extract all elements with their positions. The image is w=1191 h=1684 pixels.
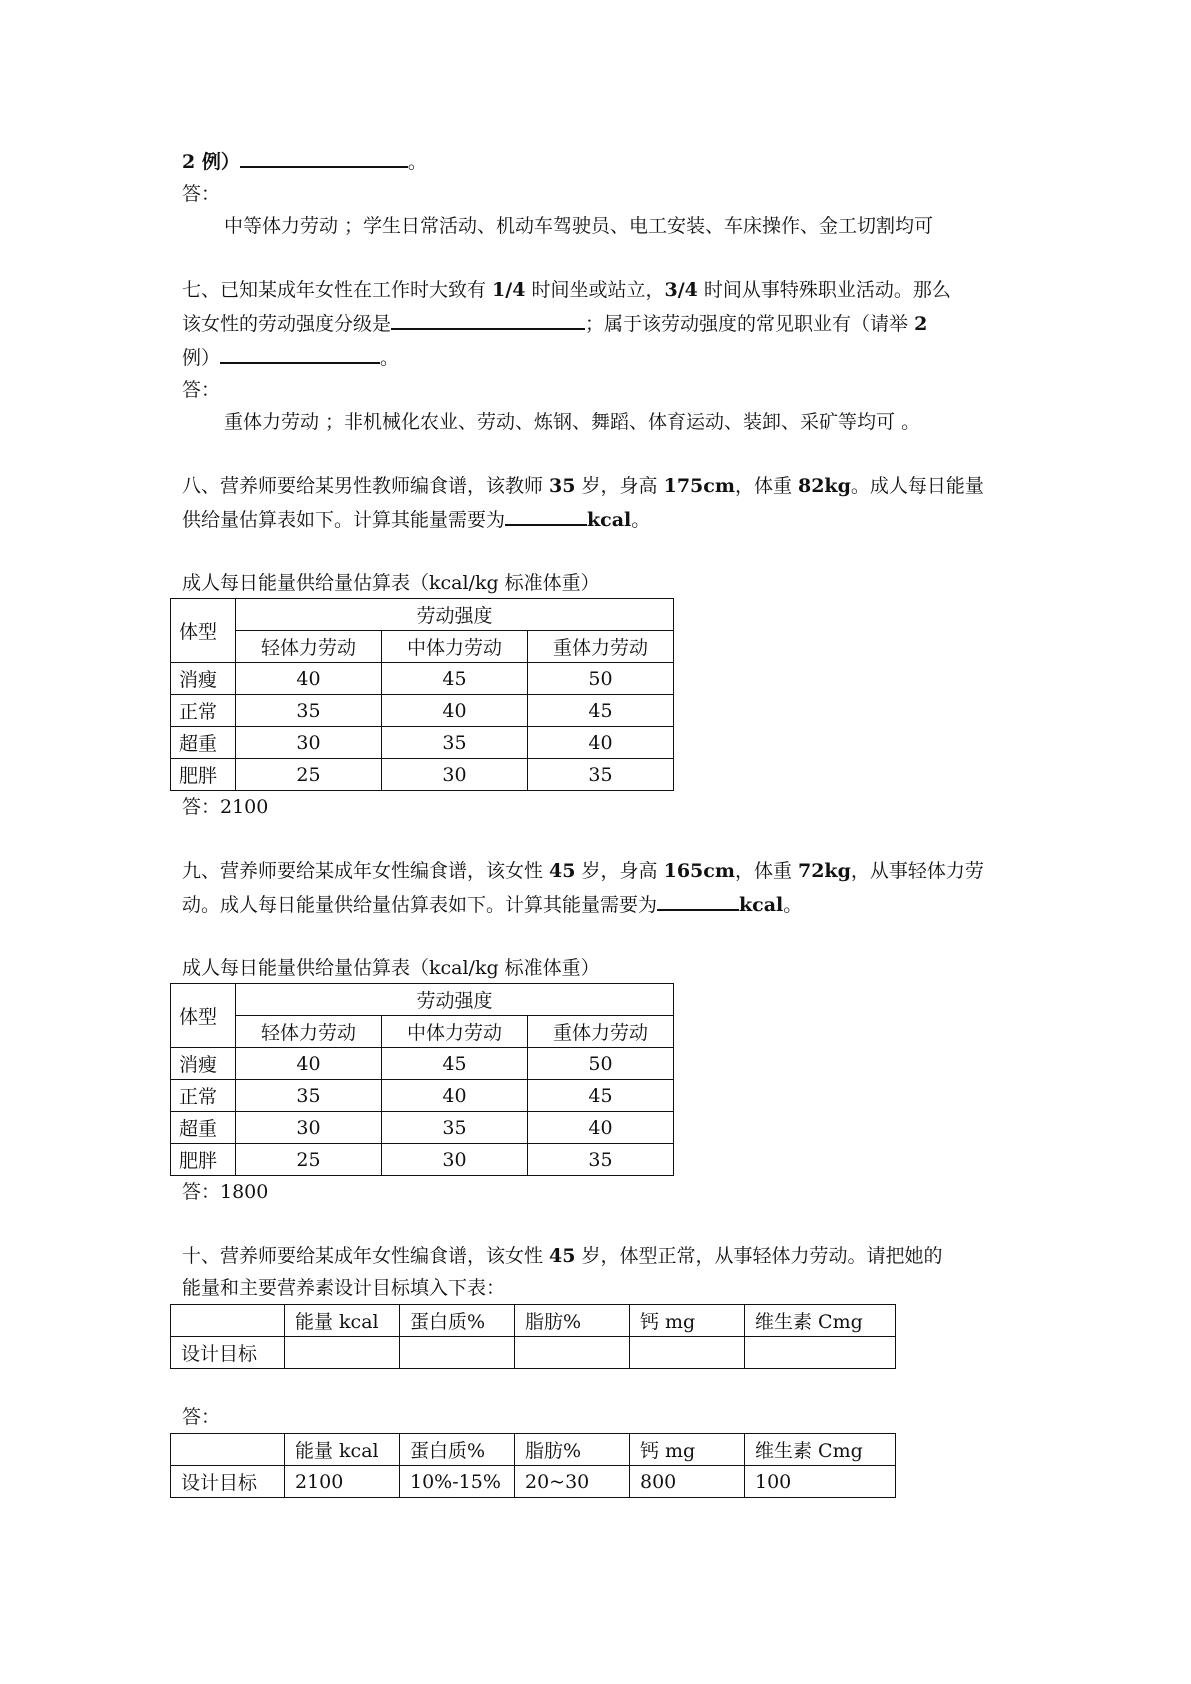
table-row: 消瘦 40 45 50	[171, 663, 674, 695]
q7-line-2: 该女性的劳动强度分级是 ；属于该劳动强度的常见职业有（请举 2	[182, 306, 1022, 340]
q8-line-1: 八、营养师要给某男性教师编食谱，该教师 35 岁，身高 175cm，体重 82kg。成人每日能量	[182, 475, 984, 497]
q8-table-caption: 成人每日能量供给量估算表（kcal/kg 标准体重）	[182, 572, 600, 594]
q7-line-1: 七、已知某成年女性在工作时大致有 1/4 时间坐或站立，3/4 时间从事特殊职业活动。那么	[182, 279, 951, 301]
table-header-light: 轻体力劳动	[236, 631, 382, 663]
table-row: 消瘦 40 45 50	[171, 1048, 674, 1080]
header-calcium: 钙 mg	[630, 1305, 745, 1337]
table-row: 超重 30 35 40	[171, 727, 674, 759]
q8-energy-table	[170, 598, 674, 791]
table-header-type: 体型	[171, 984, 236, 1048]
table-header-heavy: 重体力劳动	[528, 631, 674, 663]
table-row: 正常 35 40 45	[171, 695, 674, 727]
answer-blank	[220, 340, 380, 364]
table-row: 超重 30 35 40	[171, 1112, 674, 1144]
table-header-intensity: 劳动强度	[236, 599, 674, 631]
q9-table-caption: 成人每日能量供给量估算表（kcal/kg 标准体重）	[182, 957, 600, 979]
table-row: 肥胖 25 30 35	[171, 759, 674, 791]
header-energy: 能量 kcal	[285, 1305, 400, 1337]
table-header-intensity: 劳动强度	[236, 984, 674, 1016]
q6-answer-label: 答：	[182, 183, 221, 205]
q10-answer-table: 能量 kcal 蛋白质% 脂肪% 钙 mg 维生素 Cmg 设计目标 2100 10%-15% 20~30 800 100	[170, 1433, 896, 1498]
table-header-light: 轻体力劳动	[236, 1016, 382, 1048]
table-row: 正常 35 40 45	[171, 1080, 674, 1112]
q8-line-2: 供给量估算表如下。计算其能量需要为 kcal。	[182, 502, 1022, 536]
q7-line-3: 例） 。	[182, 340, 1022, 374]
table-row: 设计目标 2100 10%-15% 20~30 800 100	[171, 1466, 896, 1498]
table-header-medium: 中体力劳动	[382, 1016, 528, 1048]
q10-target-table	[170, 1304, 896, 1369]
q9-line-2: 动。成人每日能量供给量估算表如下。计算其能量需要为 kcal。	[182, 887, 1022, 921]
table-header-heavy: 重体力劳动	[528, 1016, 674, 1048]
q6-answer: 中等体力劳动 ；学生日常活动、机动车驾驶员、电工安装、车床操作、金工切割均可	[224, 215, 934, 237]
document-page	[179, 144, 1022, 1498]
q10-line-2: 能量和主要营养素设计目标填入下表：	[182, 1277, 506, 1299]
q9-energy-table	[170, 983, 674, 1176]
q10-answer-label: 答：	[182, 1406, 221, 1428]
answer-blank	[657, 887, 739, 911]
q7-answer-label: 答：	[182, 379, 221, 401]
q10-line-1: 十、营养师要给某成年女性编食谱，该女性 45 岁，体型正常，从事轻体力劳动。请把她的	[182, 1245, 943, 1267]
answer-blank	[391, 306, 585, 330]
q9-answer: 答：1800	[182, 1181, 269, 1203]
table-header-type: 体型	[171, 599, 236, 663]
q6-tail-line: 2 例） 。	[182, 144, 1022, 178]
answer-blank	[505, 502, 587, 526]
table-row: 设计目标	[171, 1337, 896, 1369]
q8-answer: 答：2100	[182, 796, 269, 818]
answer-blank	[240, 144, 408, 168]
header-vitamin-c: 维生素 Cmg	[745, 1305, 896, 1337]
header-fat: 脂肪%	[515, 1305, 630, 1337]
table-header-medium: 中体力劳动	[382, 631, 528, 663]
table-row: 肥胖 25 30 35	[171, 1144, 674, 1176]
header-protein: 蛋白质%	[400, 1305, 515, 1337]
q9-line-1: 九、营养师要给某成年女性编食谱，该女性 45 岁，身高 165cm，体重 72kg，从事轻体力劳	[182, 860, 984, 882]
q7-answer: 重体力劳动 ；非机械化农业、劳动、炼钢、舞蹈、体育运动、装卸、采矿等均可 。	[224, 411, 921, 433]
